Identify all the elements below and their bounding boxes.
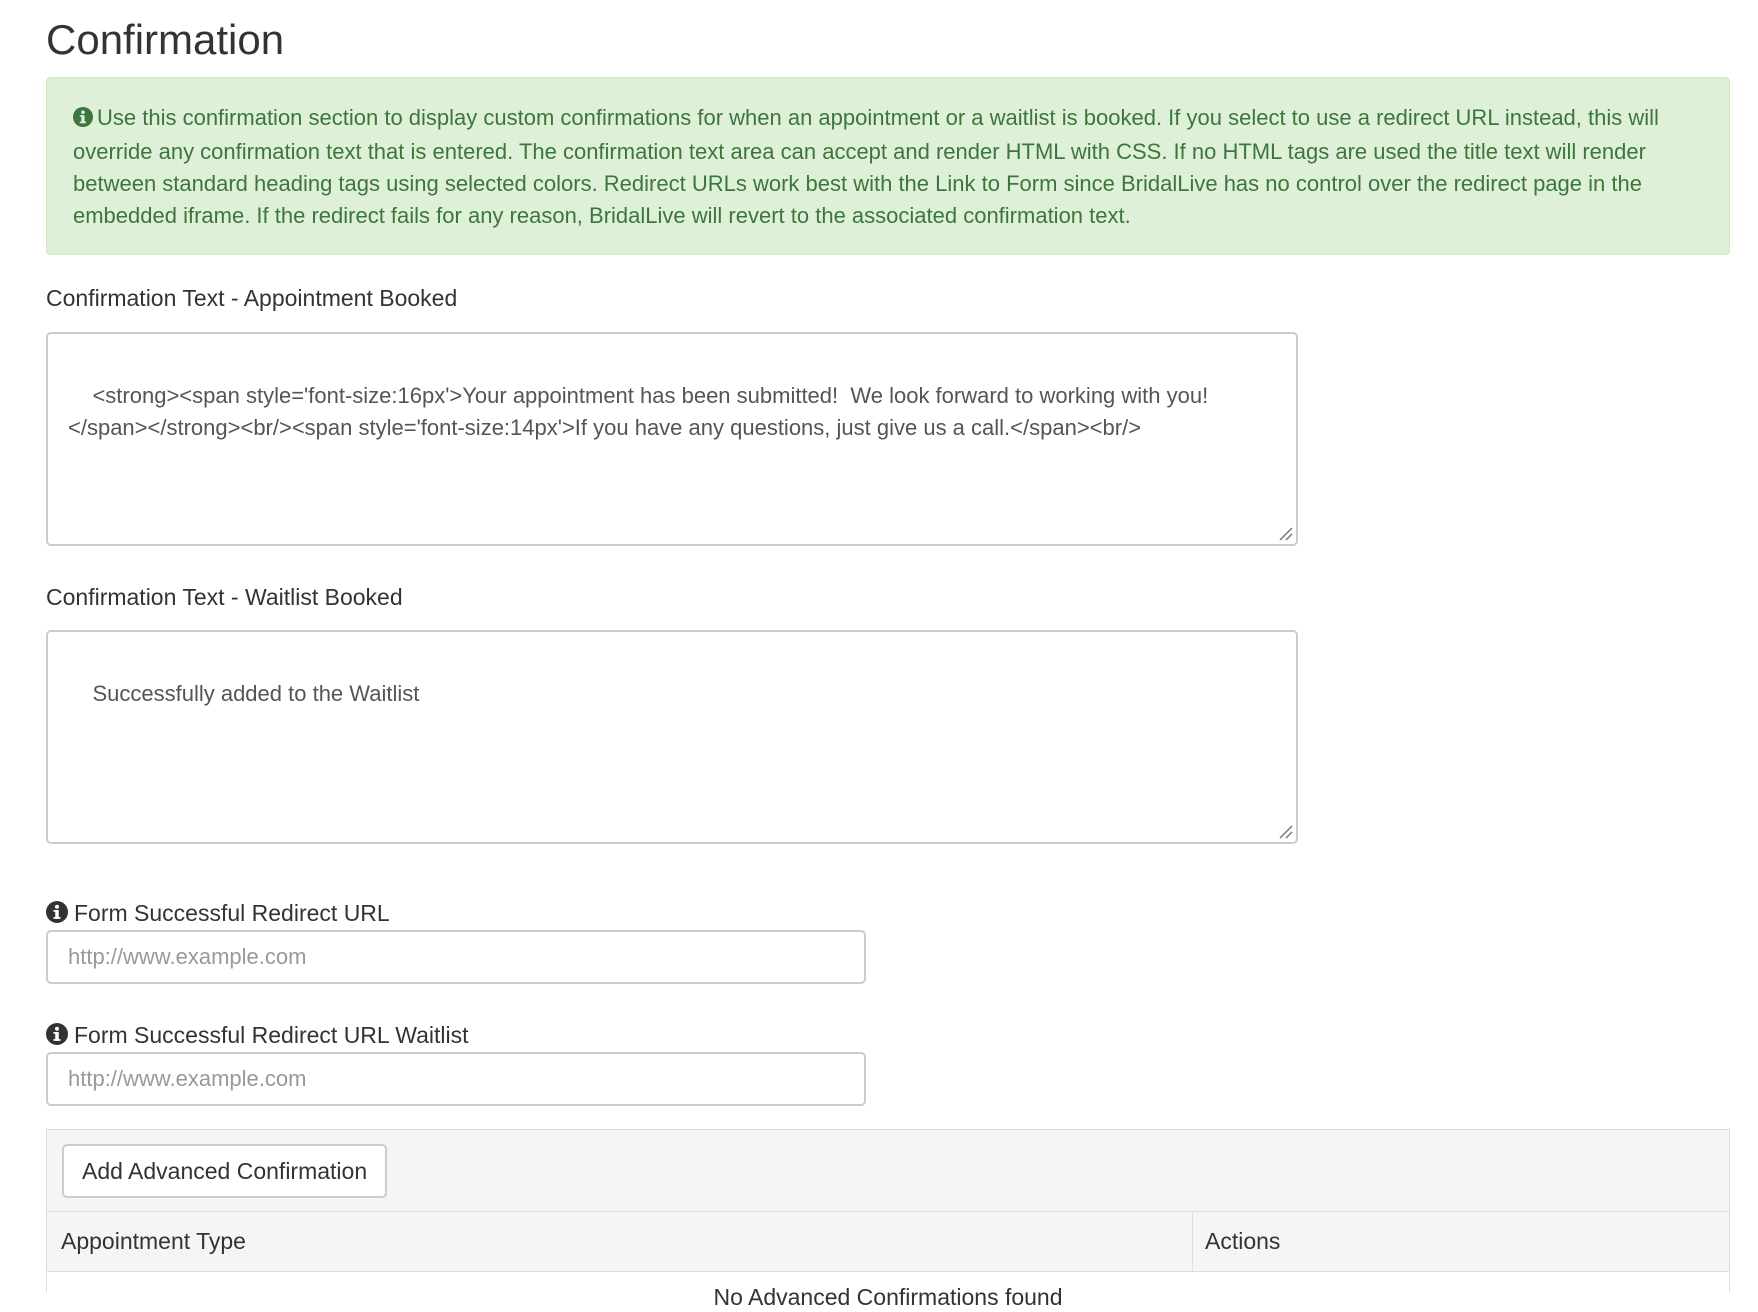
table-body: [47, 1272, 1729, 1312]
advanced-confirmations-panel: [46, 1129, 1730, 1310]
column-header-actions: Actions: [1205, 1228, 1281, 1254]
redirect-url-input[interactable]: [46, 930, 866, 984]
page-title: Confirmation: [46, 16, 285, 63]
panel-toolbar: [47, 1130, 1729, 1212]
appointment-confirmation-label: Confirmation Text - Appointment Booked: [46, 285, 458, 311]
add-advanced-confirmation-button[interactable]: Add Advanced Confirmation: [62, 1144, 387, 1198]
info-circle-icon[interactable]: [46, 1022, 68, 1052]
column-header-appointment-type[interactable]: Appointment Type: [47, 1212, 1193, 1271]
appointment-confirmation-textarea[interactable]: [46, 332, 1298, 546]
resize-grip-icon[interactable]: [1277, 823, 1293, 839]
resize-grip-icon[interactable]: [1277, 525, 1293, 541]
empty-table-message: No Advanced Confirmations found: [713, 1284, 1063, 1310]
info-alert: [46, 77, 1730, 255]
info-circle-icon: [73, 104, 93, 136]
waitlist-confirmation-value: Successfully added to the Waitlist: [92, 681, 420, 706]
waitlist-confirmation-label: Confirmation Text - Waitlist Booked: [46, 584, 403, 610]
info-circle-icon[interactable]: [46, 900, 68, 930]
alert-text: Use this confirmation section to display custom confirmations for when an appointment or a waitlist is booked. If you select to use a redirect URL instead, this will override any confirmation text that is entered. The confirmation text area can accept and render HTML with CSS. If no HTML tags are used the title text will render between standard heading tags using selected colors. Redirect URLs work best with the Link to Form since BridalLive has no control over the redirect page in the embedded iframe. If the redirect fails for any reason, BridalLive will revert to the associated confirmation text.: [73, 105, 1659, 228]
redirect-url-waitlist-label: [46, 1020, 469, 1052]
redirect-url-waitlist-label-text: Form Successful Redirect URL Waitlist: [74, 1022, 469, 1048]
redirect-url-label-text: Form Successful Redirect URL: [74, 900, 390, 926]
redirect-url-waitlist-input[interactable]: [46, 1052, 866, 1106]
appointment-confirmation-value: <strong><span style='font-size:16px'>Your appointment has been submitted! We look forward to working with you!</span></strong><br/><span style='font-size:14px'>If you have any questions, just give us a call.</span><br/>: [68, 383, 1209, 440]
waitlist-confirmation-textarea[interactable]: [46, 630, 1298, 844]
redirect-url-label: [46, 898, 390, 930]
table-header-row: [47, 1212, 1729, 1272]
